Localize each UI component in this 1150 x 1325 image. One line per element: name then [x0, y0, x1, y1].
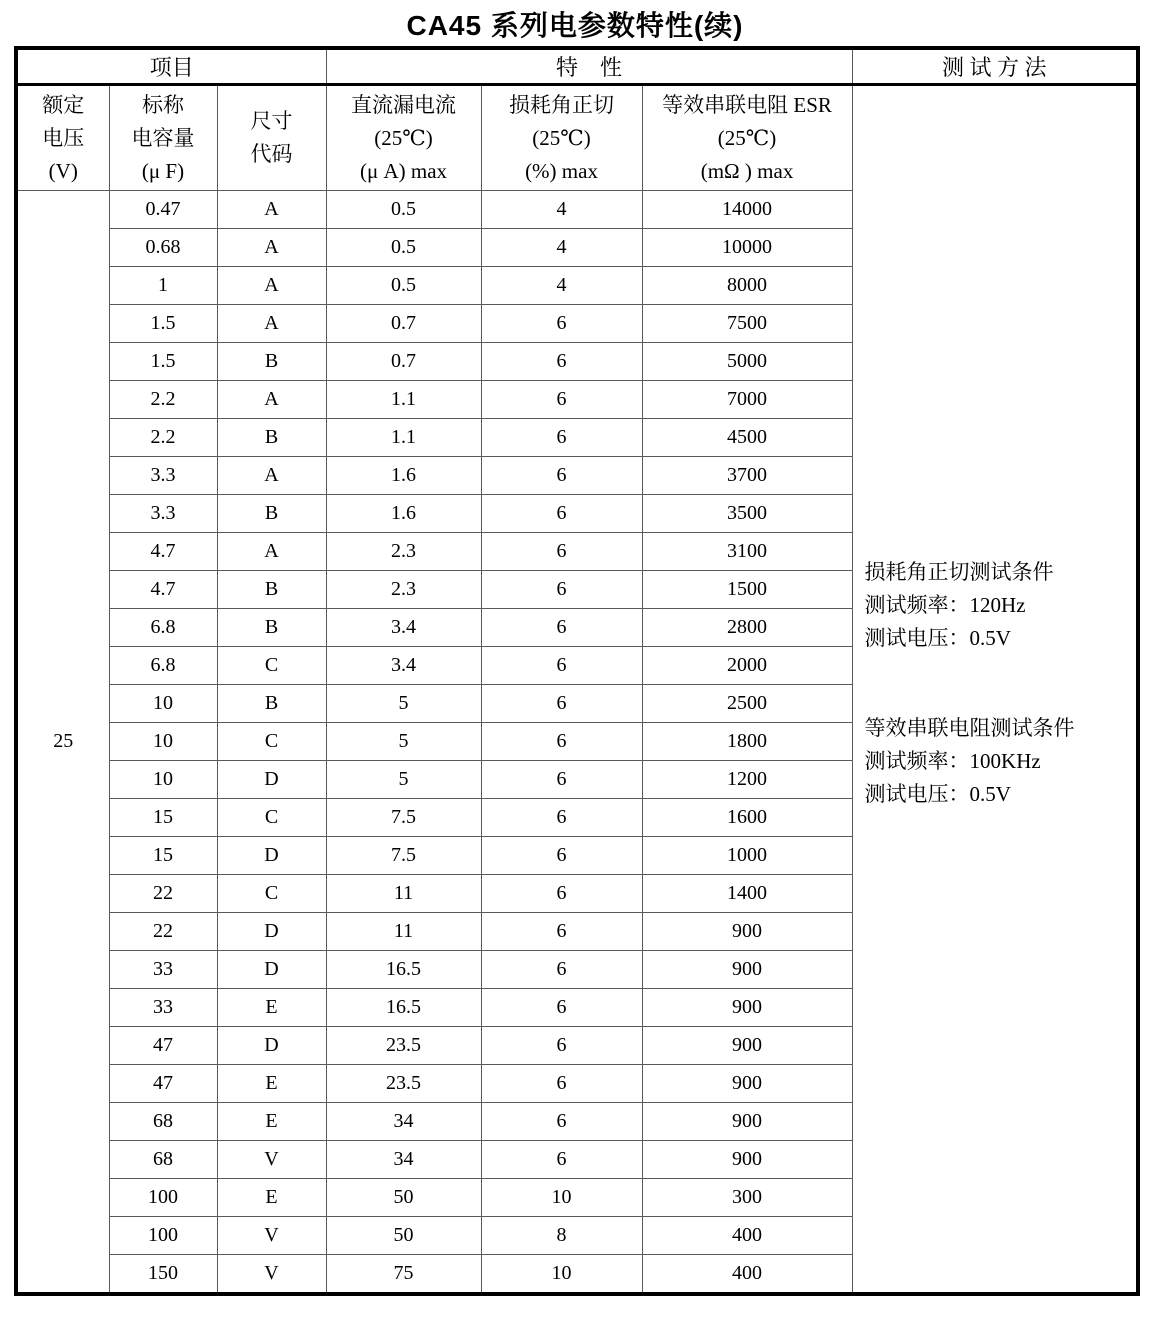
leakage-current-cell: 1.6 — [326, 457, 481, 495]
capacitance-cell: 1.5 — [109, 343, 217, 381]
size-code-cell: D — [217, 837, 326, 875]
capacitance-cell: 0.68 — [109, 229, 217, 267]
text-line: 等效串联电阻测试条件 — [864, 716, 1075, 740]
leakage-current-cell: 50 — [326, 1179, 481, 1217]
text-line: (25℃) — [532, 125, 591, 150]
leakage-current-cell: 11 — [326, 875, 481, 913]
text-line: 测试频率：120Hz — [864, 593, 1026, 617]
tan-delta-cell: 6 — [481, 989, 642, 1027]
text-line: 标称 — [142, 92, 184, 117]
size-code-cell: E — [217, 1103, 326, 1141]
header-test-method: 测 试 方 法 — [852, 48, 1138, 85]
leakage-current-cell: 16.5 — [326, 989, 481, 1027]
tan-delta-cell: 6 — [481, 609, 642, 647]
leakage-current-cell: 16.5 — [326, 951, 481, 989]
esr-cell: 1500 — [642, 571, 852, 609]
text-line: (%) max — [525, 158, 598, 183]
leakage-current-cell: 2.3 — [326, 533, 481, 571]
size-code-cell: C — [217, 647, 326, 685]
size-code-cell: D — [217, 1027, 326, 1065]
tan-delta-cell: 8 — [481, 1217, 642, 1255]
tan-delta-cell: 6 — [481, 799, 642, 837]
tan-delta-cell: 6 — [481, 913, 642, 951]
leakage-current-cell: 23.5 — [326, 1027, 481, 1065]
text-line: (μ A) max — [359, 158, 448, 183]
tan-delta-cell: 6 — [481, 761, 642, 799]
size-code-cell: A — [217, 267, 326, 305]
esr-cell: 7500 — [642, 305, 852, 343]
capacitance-cell: 15 — [109, 799, 217, 837]
size-code-cell: E — [217, 1065, 326, 1103]
capacitance-cell: 33 — [109, 989, 217, 1027]
tan-delta-cell: 4 — [481, 191, 642, 229]
text-line: 直流漏电流 — [351, 92, 457, 117]
esr-cell: 10000 — [642, 229, 852, 267]
esr-cell: 1200 — [642, 761, 852, 799]
tan-delta-cell: 6 — [481, 647, 642, 685]
esr-cell: 3700 — [642, 457, 852, 495]
rated-voltage-value: 25 — [16, 191, 109, 1295]
tan-delta-cell: 6 — [481, 305, 642, 343]
size-code-cell: B — [217, 419, 326, 457]
size-code-cell: A — [217, 381, 326, 419]
esr-cell: 900 — [642, 1141, 852, 1179]
capacitance-cell: 22 — [109, 913, 217, 951]
capacitance-cell: 100 — [109, 1217, 217, 1255]
size-code-cell: A — [217, 533, 326, 571]
esr-cell: 2800 — [642, 609, 852, 647]
leakage-current-cell: 0.5 — [326, 267, 481, 305]
size-code-cell: B — [217, 685, 326, 723]
capacitance-cell: 10 — [109, 685, 217, 723]
header-group-row — [16, 48, 1138, 85]
esr-cell: 7000 — [642, 381, 852, 419]
leakage-current-cell: 34 — [326, 1103, 481, 1141]
leakage-current-cell: 75 — [326, 1255, 481, 1295]
capacitance-cell: 2.2 — [109, 419, 217, 457]
leakage-current-cell: 0.5 — [326, 229, 481, 267]
leakage-current-cell: 1.6 — [326, 495, 481, 533]
size-code-cell: A — [217, 305, 326, 343]
header-rated-voltage — [16, 85, 109, 191]
leakage-current-cell: 34 — [326, 1141, 481, 1179]
header-size-code — [217, 85, 326, 191]
size-code-cell: A — [217, 457, 326, 495]
header-item: 项目 — [16, 48, 326, 85]
capacitance-cell: 4.7 — [109, 571, 217, 609]
text-line: (25℃) — [374, 125, 433, 150]
esr-cell: 1800 — [642, 723, 852, 761]
capacitance-cell: 68 — [109, 1141, 217, 1179]
size-code-cell: D — [217, 761, 326, 799]
size-code-cell: C — [217, 799, 326, 837]
leakage-current-cell: 2.3 — [326, 571, 481, 609]
tan-delta-test-conditions — [865, 556, 1054, 655]
text-line: 损耗角正切 — [509, 92, 615, 117]
header-characteristics: 特 性 — [326, 48, 852, 85]
size-code-cell: A — [217, 191, 326, 229]
header-columns-row — [16, 85, 1138, 191]
text-line: 代码 — [250, 142, 293, 166]
tan-delta-cell: 10 — [481, 1179, 642, 1217]
text-line: (V) — [48, 158, 78, 183]
leakage-current-cell: 23.5 — [326, 1065, 481, 1103]
tan-delta-cell: 6 — [481, 419, 642, 457]
tan-delta-cell: 6 — [481, 1027, 642, 1065]
tan-delta-cell: 6 — [481, 723, 642, 761]
tan-delta-cell: 6 — [481, 837, 642, 875]
size-code-cell: B — [217, 571, 326, 609]
text-line: 测试频率：100KHz — [864, 749, 1041, 773]
capacitance-cell: 22 — [109, 875, 217, 913]
page-title: CA45 系列电参数特性(续) — [406, 10, 744, 41]
size-code-cell: V — [217, 1217, 326, 1255]
text-line: 测试电压：0.5V — [864, 626, 1011, 650]
esr-cell: 1400 — [642, 875, 852, 913]
size-code-cell: V — [217, 1255, 326, 1295]
capacitance-cell: 47 — [109, 1065, 217, 1103]
size-code-cell: D — [217, 913, 326, 951]
esr-cell: 2500 — [642, 685, 852, 723]
capacitance-cell: 1 — [109, 267, 217, 305]
leakage-current-cell: 0.7 — [326, 305, 481, 343]
size-code-cell: D — [217, 951, 326, 989]
esr-cell: 14000 — [642, 191, 852, 229]
esr-test-conditions — [865, 712, 1075, 811]
leakage-current-cell: 3.4 — [326, 647, 481, 685]
size-code-cell: E — [217, 1179, 326, 1217]
capacitance-cell: 6.8 — [109, 647, 217, 685]
esr-cell: 900 — [642, 951, 852, 989]
capacitance-cell: 100 — [109, 1179, 217, 1217]
tan-delta-cell: 6 — [481, 381, 642, 419]
capacitance-cell: 47 — [109, 1027, 217, 1065]
tan-delta-cell: 6 — [481, 685, 642, 723]
electrical-parameters-table — [14, 46, 1140, 1296]
size-code-cell: B — [217, 495, 326, 533]
esr-cell: 900 — [642, 1065, 852, 1103]
capacitance-cell: 10 — [109, 761, 217, 799]
capacitance-cell: 68 — [109, 1103, 217, 1141]
capacitance-cell: 3.3 — [109, 495, 217, 533]
capacitance-cell: 150 — [109, 1255, 217, 1295]
tan-delta-cell: 6 — [481, 571, 642, 609]
text-line: (25℃) — [717, 125, 777, 150]
text-line: 测试电压：0.5V — [864, 782, 1011, 806]
tan-delta-cell: 6 — [481, 1141, 642, 1179]
capacitance-cell: 3.3 — [109, 457, 217, 495]
tan-delta-cell: 6 — [481, 951, 642, 989]
text-line: 尺寸 — [250, 109, 293, 133]
capacitance-cell: 33 — [109, 951, 217, 989]
tan-delta-cell: 6 — [481, 457, 642, 495]
text-line: 电容量 — [131, 125, 195, 150]
leakage-current-cell: 7.5 — [326, 799, 481, 837]
size-code-cell: C — [217, 723, 326, 761]
esr-cell: 900 — [642, 1027, 852, 1065]
leakage-current-cell: 1.1 — [326, 419, 481, 457]
size-code-cell: B — [217, 609, 326, 647]
leakage-current-cell: 50 — [326, 1217, 481, 1255]
leakage-current-cell: 1.1 — [326, 381, 481, 419]
header-tan-delta — [481, 85, 642, 191]
esr-cell: 5000 — [642, 343, 852, 381]
tan-delta-cell: 4 — [481, 229, 642, 267]
esr-cell: 1000 — [642, 837, 852, 875]
leakage-current-cell: 5 — [326, 723, 481, 761]
header-nominal-capacitance — [109, 85, 217, 191]
tan-delta-cell: 6 — [481, 533, 642, 571]
leakage-current-cell: 0.5 — [326, 191, 481, 229]
header-dc-leakage — [326, 85, 481, 191]
esr-cell: 900 — [642, 989, 852, 1027]
tan-delta-cell: 6 — [481, 1065, 642, 1103]
leakage-current-cell: 5 — [326, 761, 481, 799]
tan-delta-cell: 4 — [481, 267, 642, 305]
esr-cell: 3100 — [642, 533, 852, 571]
esr-cell: 900 — [642, 1103, 852, 1141]
capacitance-cell: 15 — [109, 837, 217, 875]
tan-delta-cell: 6 — [481, 875, 642, 913]
capacitance-cell: 10 — [109, 723, 217, 761]
capacitance-cell: 6.8 — [109, 609, 217, 647]
esr-cell: 3500 — [642, 495, 852, 533]
text-line: 电压 — [42, 125, 85, 150]
esr-cell: 4500 — [642, 419, 852, 457]
size-code-cell: B — [217, 343, 326, 381]
esr-cell: 900 — [642, 913, 852, 951]
text-line: (μ F) — [141, 158, 185, 183]
size-code-cell: C — [217, 875, 326, 913]
tan-delta-cell: 6 — [481, 343, 642, 381]
capacitance-cell: 0.47 — [109, 191, 217, 229]
text-line: 等效串联电阻 ESR — [662, 92, 832, 117]
text-line: (mΩ ) max — [700, 158, 794, 183]
size-code-cell: E — [217, 989, 326, 1027]
esr-cell: 400 — [642, 1217, 852, 1255]
text-line: 额定 — [42, 92, 85, 117]
leakage-current-cell: 3.4 — [326, 609, 481, 647]
leakage-current-cell: 11 — [326, 913, 481, 951]
capacitance-cell: 1.5 — [109, 305, 217, 343]
esr-cell: 400 — [642, 1255, 852, 1295]
size-code-cell: V — [217, 1141, 326, 1179]
esr-cell: 300 — [642, 1179, 852, 1217]
tan-delta-cell: 6 — [481, 495, 642, 533]
text-line: 损耗角正切测试条件 — [864, 560, 1054, 584]
leakage-current-cell: 0.7 — [326, 343, 481, 381]
header-esr — [642, 85, 852, 191]
capacitance-cell: 4.7 — [109, 533, 217, 571]
esr-cell: 1600 — [642, 799, 852, 837]
tan-delta-cell: 10 — [481, 1255, 642, 1295]
tan-delta-cell: 6 — [481, 1103, 642, 1141]
leakage-current-cell: 7.5 — [326, 837, 481, 875]
size-code-cell: A — [217, 229, 326, 267]
esr-cell: 2000 — [642, 647, 852, 685]
test-method-cell — [852, 85, 1138, 1295]
esr-cell: 8000 — [642, 267, 852, 305]
leakage-current-cell: 5 — [326, 685, 481, 723]
capacitance-cell: 2.2 — [109, 381, 217, 419]
